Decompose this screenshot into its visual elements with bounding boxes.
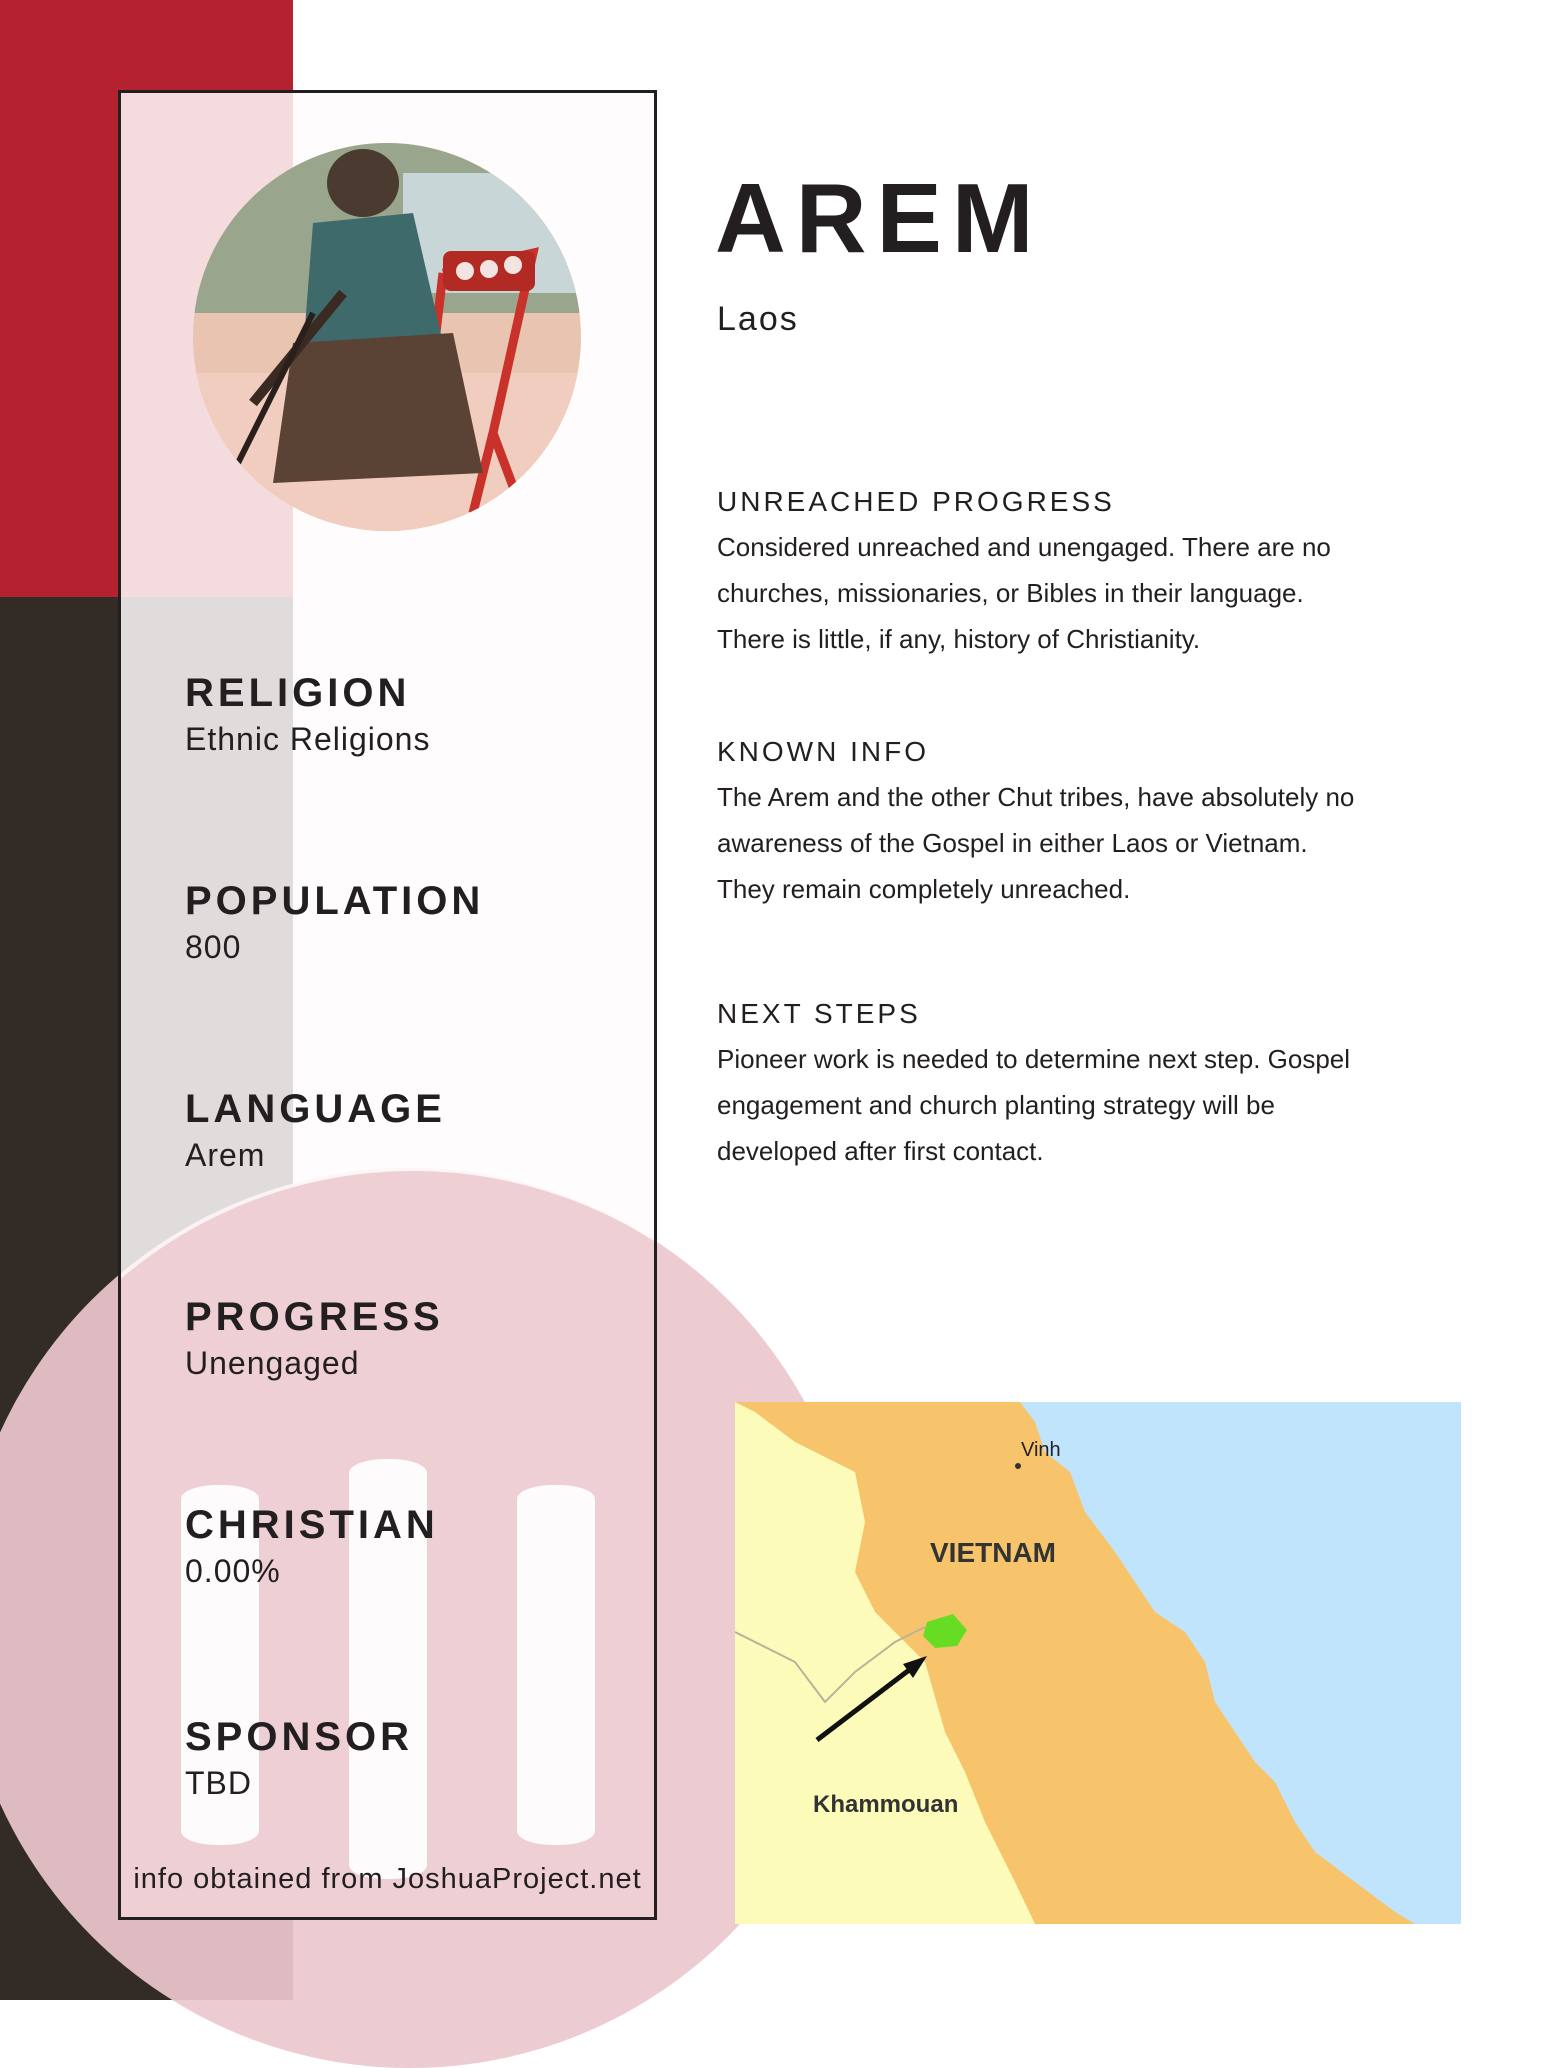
people-group-title: AREM	[715, 163, 1044, 273]
stat-label: POPULATION	[185, 879, 485, 923]
section-heading: NEXT STEPS	[717, 998, 921, 1029]
map-label-country: VIETNAM	[930, 1537, 1056, 1568]
stat-value: Arem	[185, 1137, 266, 1173]
stat-value: 800	[185, 929, 242, 965]
stat-value: TBD	[185, 1765, 252, 1801]
stat-value: Ethnic Religions	[185, 721, 431, 757]
body-line: They remain completely unreached.	[717, 874, 1131, 904]
body-line: awareness of the Gospel in either Laos or Vietnam.	[717, 828, 1308, 858]
people-group-photo	[193, 143, 581, 531]
stat-label: SPONSOR	[185, 1715, 414, 1759]
body-line: engagement and church planting strategy will be	[717, 1090, 1275, 1120]
section-next-steps	[717, 996, 1457, 1174]
section-body	[717, 524, 1457, 662]
stat-label: LANGUAGE	[185, 1087, 446, 1131]
stat-sponsor	[185, 1715, 413, 1803]
section-heading: UNREACHED PROGRESS	[717, 486, 1115, 517]
profile-card	[118, 90, 657, 1920]
section-unreached-progress	[717, 484, 1457, 662]
country-subtitle: Laos	[717, 300, 799, 338]
stat-label: PROGRESS	[185, 1295, 444, 1339]
location-map	[735, 1402, 1461, 1924]
map-city-dot	[1015, 1463, 1021, 1469]
stat-population	[185, 879, 484, 967]
photo-illustration	[193, 143, 581, 531]
stat-religion	[185, 671, 430, 759]
map-label-province: Khammouan	[813, 1791, 959, 1818]
source-credit: info obtained from JoshuaProject.net	[133, 1863, 642, 1895]
stat-value: 0.00%	[185, 1553, 281, 1589]
body-line: There is little, if any, history of Christianity.	[717, 624, 1201, 654]
stat-progress	[185, 1295, 444, 1383]
section-known-info	[717, 734, 1457, 912]
body-line: developed after first contact.	[717, 1136, 1044, 1166]
stat-label: CHRISTIAN	[185, 1503, 439, 1547]
body-line: The Arem and the other Chut tribes, have absolutely no	[717, 782, 1355, 812]
stat-value: Unengaged	[185, 1345, 360, 1381]
section-body	[717, 1036, 1457, 1174]
section-body	[717, 774, 1457, 912]
body-line: churches, missionaries, or Bibles in their language.	[717, 578, 1304, 608]
section-heading: KNOWN INFO	[717, 736, 929, 767]
body-line: Pioneer work is needed to determine next step. Gospel	[717, 1044, 1351, 1074]
map-label-city: Vinh	[1021, 1439, 1061, 1461]
stat-language	[185, 1087, 446, 1175]
decorative-pill	[517, 1485, 595, 1845]
map-graphic	[735, 1402, 1461, 1924]
stat-christian	[185, 1503, 439, 1591]
body-line: Considered unreached and unengaged. There are no	[717, 532, 1331, 562]
stat-label: RELIGION	[185, 671, 411, 715]
